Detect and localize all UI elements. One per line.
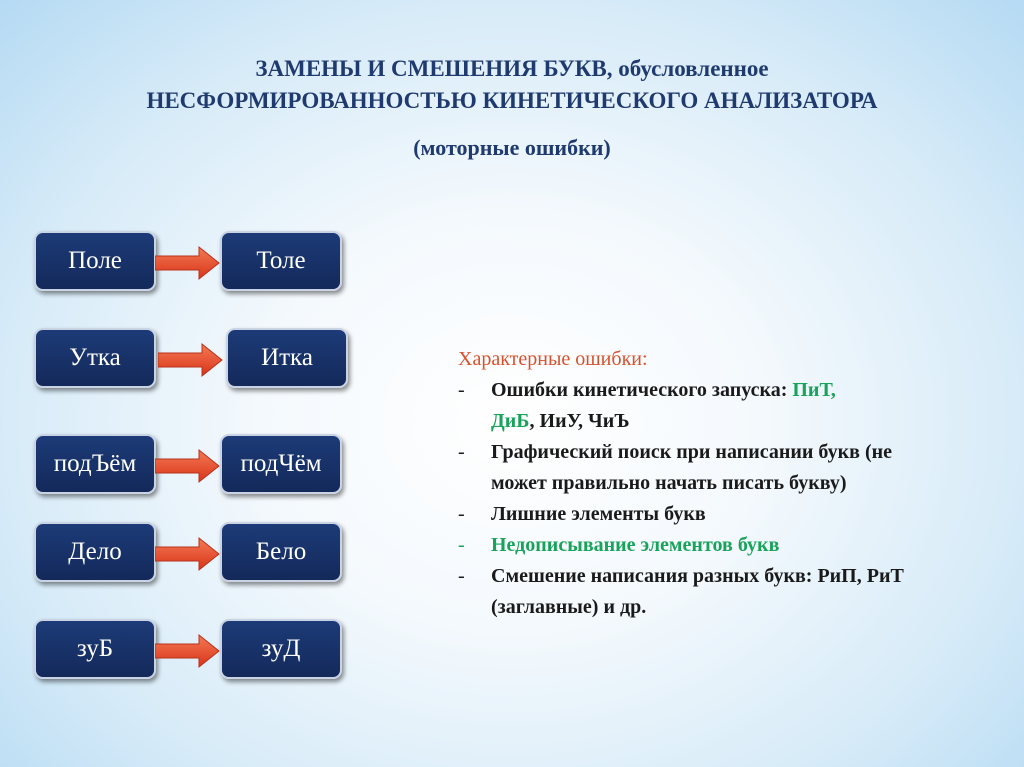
bullet-dash: - [458,534,465,556]
error-item-2 [458,437,928,499]
bullet-dash: - [458,565,465,587]
error-item-2-text: Графический поиск при написании букв (не может правильно начать писать букву) [491,441,893,494]
pair-4-to-box: Бело [220,522,342,582]
pair-1-from-box: Поле [34,231,156,291]
title-line-1-rest: обусловленное [612,56,769,81]
pair-5-from-box: зуБ [34,619,156,679]
right-arrow-icon [155,633,221,669]
pair-3-from-box: подЪём [34,434,156,494]
pair-5-to-box: зуД [220,619,342,679]
title-subtitle: (моторные ошибки) [413,135,611,160]
pair-2-to-box: Итка [226,328,348,388]
pair-2-from-box: Утка [34,328,156,388]
error-item-5-text: Смешение написания разных букв: РиП, РиТ (заглавные) и др. [491,565,904,618]
bullet-dash: - [458,503,465,525]
title-line-1 [40,54,984,84]
title-line-2: НЕСФОРМИРОВАННОСТЬЮ КИНЕТИЧЕСКОГО АНАЛИЗАТОРА [146,88,878,113]
errors-heading: Характерные ошибки: [458,348,648,370]
errors-panel [458,344,928,623]
bullet-dash: - [458,441,465,463]
right-arrow-icon [155,536,221,572]
error-item-3 [458,499,928,530]
error-item-3-text: Лишние элементы букв [491,503,706,525]
bullet-dash: - [458,379,465,401]
error-item-4 [458,530,928,561]
error-item-1 [458,375,928,437]
right-arrow-icon [155,245,221,281]
error-item-1-example-dib: ДиБ [491,410,530,432]
title-line-1-caps: ЗАМЕНЫ И СМЕШЕНИЯ БУКВ, [255,56,613,81]
error-item-4-text: Недописывание элементов букв [491,534,780,556]
right-arrow-icon [155,448,221,484]
error-item-1-tail: , ИиУ, ЧиЪ [529,410,630,432]
pair-4-from-box: Дело [34,522,156,582]
error-item-1-example-pit: ПиТ, [792,379,836,401]
error-item-1-text: Ошибки кинетического запуска: [491,379,793,401]
right-arrow-icon [158,342,224,378]
error-item-5 [458,561,928,623]
pair-1-to-box: Толе [220,231,342,291]
pair-3-to-box: подЧём [220,434,342,494]
